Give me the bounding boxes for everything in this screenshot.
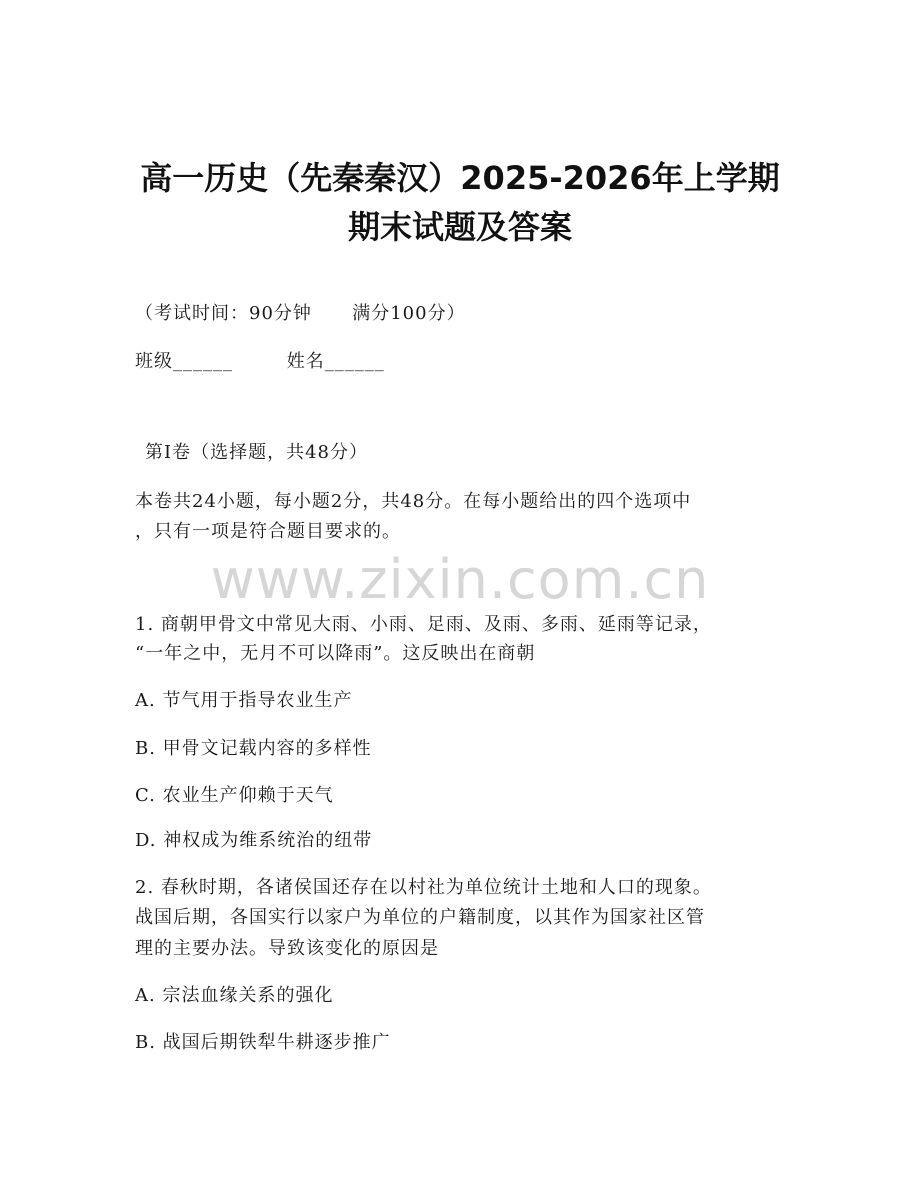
instructions-line-1: 本卷共24小题，每小题2分，共48分。在每小题给出的四个选项中 <box>135 491 692 512</box>
document-title-line-2: 期末试题及答案 <box>347 208 572 246</box>
section-heading: 第Ⅰ卷（选择题，共48分） <box>145 442 369 463</box>
question-2-stem-line-2: 战国后期，各国实行以家户为单位的户籍制度，以其作为国家社区管 <box>135 907 705 928</box>
question-1-option-d: D. 神权成为维系统治的纽带 <box>135 830 373 851</box>
student-info: 班级______ 姓名______ <box>135 351 385 372</box>
question-2-stem-line-3: 理的主要办法。导致该变化的原因是 <box>135 938 439 959</box>
question-1-stem-line-1: 1. 商朝甲骨文中常见大雨、小雨、足雨、及雨、多雨、延雨等记录， <box>135 614 712 635</box>
question-2-option-a: A. 宗法血缘关系的强化 <box>135 985 334 1006</box>
question-1-option-b: B. 甲骨文记载内容的多样性 <box>135 738 372 759</box>
watermark: www.zixin.com.cn <box>210 548 710 611</box>
question-1-option-a: A. 节气用于指导农业生产 <box>135 690 353 711</box>
question-1-stem-line-2: “一年之中，无月不可以降雨”。这反映出在商朝 <box>135 643 536 664</box>
exam-info: （考试时间：90分钟 满分100分） <box>135 303 466 324</box>
question-2-option-b: B. 战国后期铁犁牛耕逐步推广 <box>135 1032 391 1053</box>
document-title-line-1: 高一历史（先秦秦汉）2025-2026年上学期 <box>140 159 780 197</box>
question-1-option-c: C. 农业生产仰赖于天气 <box>135 785 334 806</box>
instructions-line-2: ，只有一项是符合题目要求的。 <box>135 521 401 542</box>
question-2-stem-line-1: 2. 春秋时期，各诸侯国还存在以村社为单位统计土地和人口的现象。 <box>135 877 712 898</box>
